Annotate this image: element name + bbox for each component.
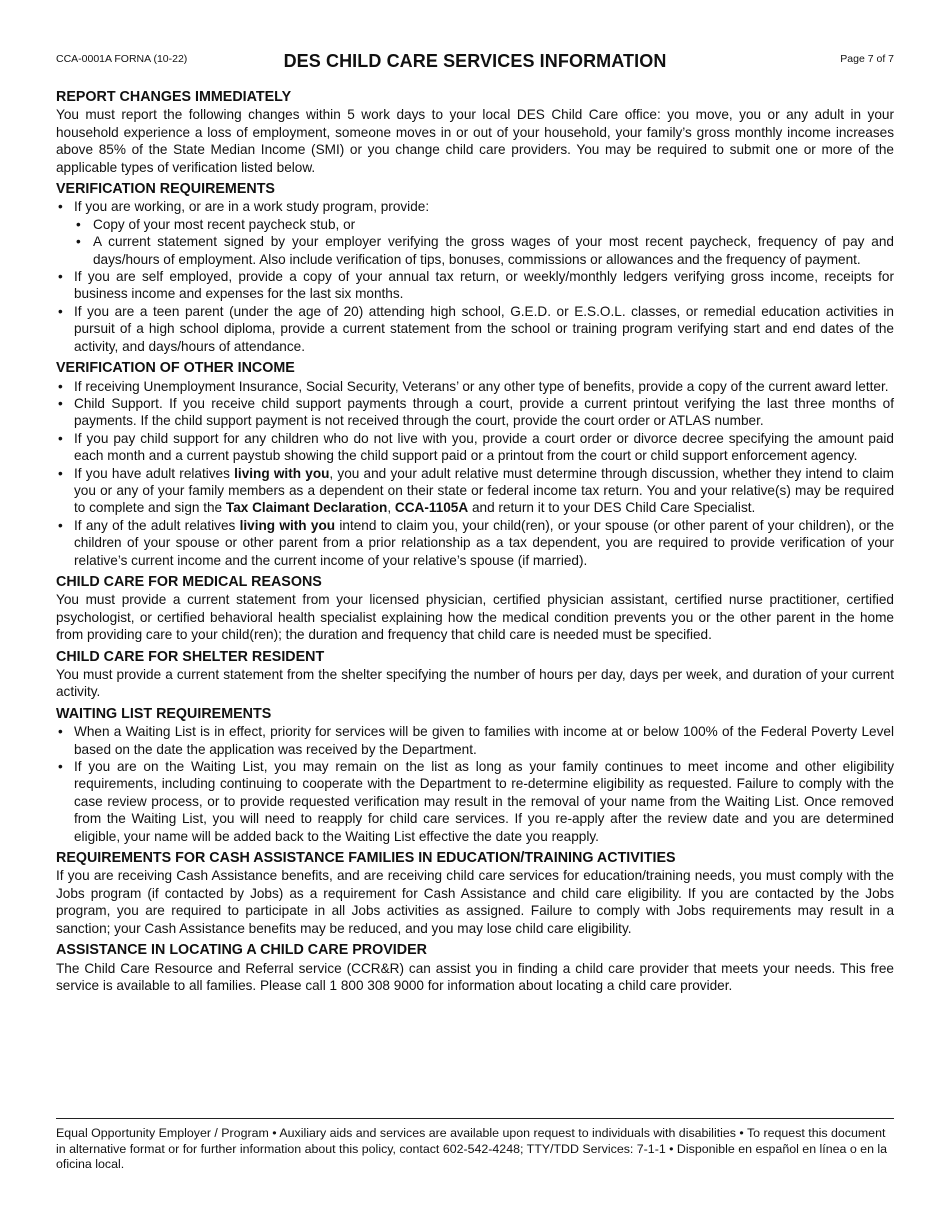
section-heading: REQUIREMENTS FOR CASH ASSISTANCE FAMILIES IN EDUCATION/TRAINING ACTIVITIES xyxy=(56,850,676,867)
footer-notice: Equal Opportunity Employer / Program • Auxiliary aids and services are available upon request to individuals with disabilities • To request this document in alternative format or for further information about this policy, contact 602-542-4248; TTY/TDD Services: 7-1-1 • Disponible en español en línea o en la oficina local. xyxy=(56,1118,894,1173)
list-item: • A current statement signed by your employer verifying the gross wages of your most recent paycheck, frequency of pay and days/hours of employment. Also include verification of tips, bonuses, commissions or allowances and the frequency of payment. xyxy=(74,233,894,268)
list-item xyxy=(56,517,894,569)
bold-text: living with you xyxy=(234,465,330,481)
bold-text: living with you xyxy=(239,517,336,533)
section-heading: VERIFICATION OF OTHER INCOME xyxy=(56,360,295,377)
list-item xyxy=(56,465,894,517)
form-number: CCA-1105A xyxy=(394,500,469,516)
form-id: CCA-0001A FORNA (10-22) xyxy=(56,53,188,65)
section-heading: ASSISTANCE IN LOCATING A CHILD CARE PROVIDER xyxy=(56,942,427,959)
section-other-income xyxy=(56,360,894,569)
section-text: You must provide a current statement from your licensed physician, certified physician assistant, certified nurse practitioner, certified psychologist, or certified behavioral health specialist explaining how the medical condition prevents you or the other parent in the home from providing care to your child(ren); the duration and frequency that child care is needed must be specified. xyxy=(56,592,894,643)
list-item: • If you pay child support for any children who do not live with you, provide a court order or divorce decree specifying the amount paid each month and a current paystub showing the child support paid or a printout from the court or child support enforcement agency. xyxy=(56,430,894,465)
section-verification-requirements xyxy=(56,181,894,355)
bullet-list xyxy=(56,378,894,569)
list-item: • Copy of your most recent paycheck stub, or xyxy=(74,216,894,233)
bullet-list xyxy=(56,198,894,355)
section-text: If you are receiving Cash Assistance benefits, and are receiving child care services for education/training needs, you must comply with the Jobs program (if contacted by Jobs) as a requirement for Cash Assistance and child care eligibility. If you are contacted by the Jobs program, you are required to participate in all Jobs activities as assigned. Failure to comply with Jobs requirements may result in a sanction; your Cash Assistance benefits may be reduced, and you may lose child care eligibility. xyxy=(56,868,894,936)
list-item xyxy=(56,198,894,268)
section-text: You must provide a current statement from the shelter specifying the number of hours per day, days per week, and duration of your current activity. xyxy=(56,667,894,700)
section-text: The Child Care Resource and Referral service (CCR&R) can assist you in finding a child care provider that meets your needs. This free service is available to all families. Please call 1 800 308 9000 for information about locating a child care provider. xyxy=(56,960,894,993)
page-title: DES CHILD CARE SERVICES INFORMATION xyxy=(283,51,667,71)
text-run: intend to claim you, your child(ren), or your spouse (or other parent of your children), or the children of your spouse or other parent from a prior relationship as a tax dependent, you are required to provide verification of your relative’s current income and the current income of your relative’s spouse (if married). xyxy=(74,517,895,568)
section-locating-provider xyxy=(56,942,894,994)
list-item: • If you are on the Waiting List, you may remain on the list as long as your family continues to meet income and other eligibility requirements, including continuing to cooperate with the Department to re-determine eligibility as requested. Failure to comply with the case review process, or to provide requested verification may result in the removal of your name from the Waiting List. Once removed from the Waiting List, you will need to reapply for child care services. If you re-apply after the review date and you are determined eligible, your name will be added back to the Waiting List effective the date you reapply. xyxy=(56,758,894,845)
text-run: , you and your adult relative must determine through discussion, whether they intend to claim you or any of your family members as a dependent on their state or federal income tax return. You and your relative(s) may be required to complete and sign the xyxy=(74,465,894,516)
section-shelter-resident xyxy=(56,649,894,701)
text-run: If you have adult relatives xyxy=(74,465,235,481)
text-run: , xyxy=(387,500,395,516)
section-heading: CHILD CARE FOR SHELTER RESIDENT xyxy=(56,648,325,665)
section-report-changes xyxy=(56,89,894,176)
section-heading: REPORT CHANGES IMMEDIATELY xyxy=(56,89,292,105)
list-item: • Child Support. If you receive child support payments through a court, provide a current printout verifying the last three months of payments. If the child support payment is not received through the court, provide the court order or ATLAS number. xyxy=(56,395,894,430)
list-item: • If you are self employed, provide a copy of your annual tax return, or weekly/monthly ledgers verifying gross income, receipts for business income and expenses for the last six months. xyxy=(56,268,894,303)
section-text: You must report the following changes within 5 work days to your local DES Child Care office: you move, you or any adult in your household experience a loss of employment, someone moves in or out of your household, your family’s gross monthly income increases above 85% of the State Median Income (SMI) or you change child care providers. You may be required to submit one or more of the applicable types of verification listed below. xyxy=(56,107,894,175)
section-heading: CHILD CARE FOR MEDICAL REASONS xyxy=(56,573,322,590)
sub-bullet-list xyxy=(74,216,894,268)
section-heading: VERIFICATION REQUIREMENTS xyxy=(56,181,275,198)
section-medical-reasons xyxy=(56,574,894,644)
bullet-list xyxy=(56,723,894,845)
list-item: • When a Waiting List is in effect, priority for services will be given to families with income at or below 100% of the Federal Poverty Level based on the date the application was received by the Department. xyxy=(56,723,894,758)
section-waiting-list xyxy=(56,706,894,845)
list-item: • If receiving Unemployment Insurance, Social Security, Veterans’ or any other type of benefits, provide a copy of the current award letter. xyxy=(56,378,894,395)
text-run: If any of the adult relatives xyxy=(74,517,240,533)
section-cash-assistance xyxy=(56,850,894,937)
form-name: Tax Claimant Declaration xyxy=(225,500,388,516)
list-item: • If you are a teen parent (under the age of 20) attending high school, G.E.D. or E.S.O.L. classes, or remedial education activities in pursuit of a high school diploma, provide a current statement from the school or training program verifying start and end dates of the activity, and days/hours of attendance. xyxy=(56,303,894,355)
list-item-text: If you are working, or are in a work study program, provide: xyxy=(74,199,430,215)
document-body xyxy=(56,89,894,999)
text-run: and return it to your DES Child Care Specialist. xyxy=(468,500,756,516)
section-heading: WAITING LIST REQUIREMENTS xyxy=(56,705,272,722)
page-number: Page 7 of 7 xyxy=(840,53,894,65)
